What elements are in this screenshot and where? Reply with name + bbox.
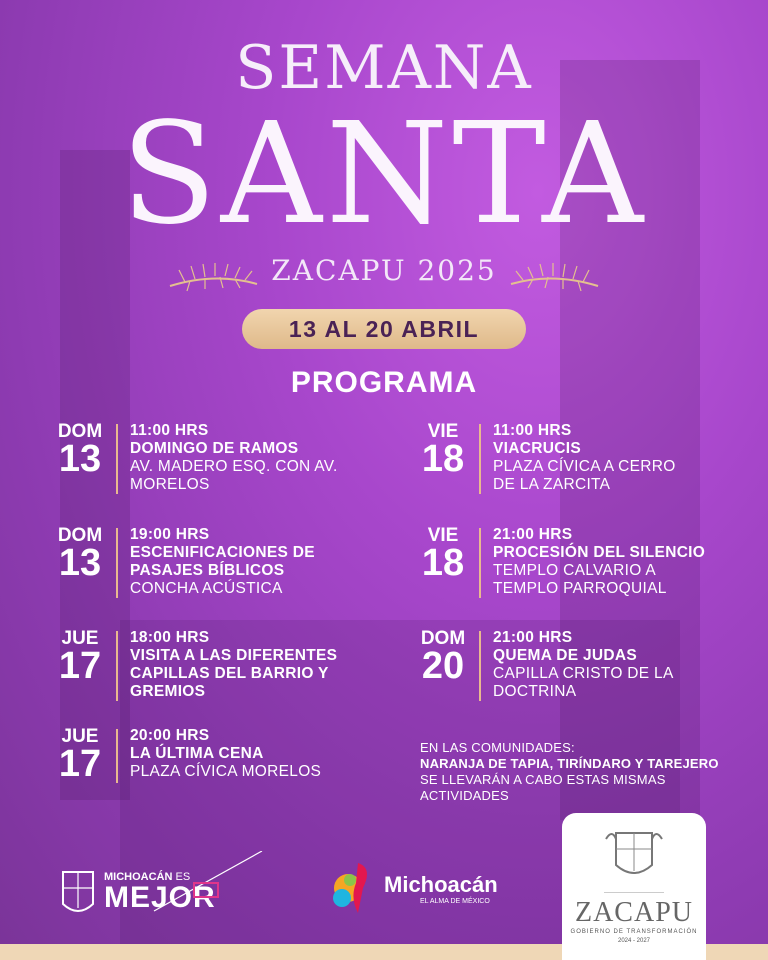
event-weekday: DOM bbox=[57, 525, 103, 546]
divider bbox=[479, 631, 481, 701]
event-weekday: VIE bbox=[427, 421, 459, 442]
event-day: 18 bbox=[421, 542, 465, 584]
event-title: DOMINGO DE RAMOS bbox=[130, 440, 299, 457]
event-place: CONCHA ACÚSTICA bbox=[130, 580, 283, 597]
event-title: PROCESIÓN DEL SILENCIO bbox=[493, 544, 706, 561]
note-rest: SE LLEVARÁN A CABO ESTAS MISMAS ACTIVIDADES bbox=[420, 772, 666, 803]
event-time: 11:00 HRS bbox=[493, 422, 572, 439]
divider bbox=[116, 528, 118, 598]
subtitle: ZACAPU 2025 bbox=[271, 254, 497, 287]
michoacan-es-mejor-logo bbox=[60, 866, 216, 918]
event-title: LA ÚLTIMA CENA bbox=[130, 745, 264, 762]
logo-zacapu-tag: GOBIERNO DE TRANSFORMACIÓN bbox=[570, 929, 698, 935]
event-day: 17 bbox=[58, 645, 102, 687]
communities-note bbox=[420, 740, 720, 804]
divider bbox=[116, 729, 118, 783]
event-weekday: JUE bbox=[61, 628, 99, 649]
event-weekday: DOM bbox=[57, 421, 103, 442]
event-title: QUEMA DE JUDAS bbox=[493, 647, 638, 664]
event-time: 19:00 HRS bbox=[130, 526, 210, 543]
divider bbox=[116, 424, 118, 494]
event-weekday: VIE bbox=[427, 525, 459, 546]
event-day: 20 bbox=[421, 645, 465, 687]
event-title: VIACRUCIS bbox=[493, 440, 581, 457]
event-weekday: DOM bbox=[420, 628, 466, 649]
event-title: ESCENIFICACIONES DE PASAJES BÍBLICOS bbox=[130, 544, 315, 579]
event-time: 20:00 HRS bbox=[130, 727, 210, 744]
divider bbox=[479, 528, 481, 598]
logo-es: ES bbox=[175, 871, 191, 883]
event-day: 13 bbox=[58, 438, 102, 480]
logo-michoacan: MICHOACÁN bbox=[104, 871, 173, 883]
event-item bbox=[52, 526, 340, 598]
event-item bbox=[52, 629, 345, 701]
michoacan-alma-logo bbox=[328, 858, 498, 918]
zacapu-logo-card bbox=[562, 813, 706, 960]
michoacan-shield-icon bbox=[60, 866, 96, 918]
divider bbox=[116, 631, 118, 701]
event-place: PLAZA CÍVICA A CERRO DE LA ZARCITA bbox=[493, 458, 676, 493]
event-item bbox=[52, 422, 345, 494]
event-day: 13 bbox=[58, 542, 102, 584]
event-day: 18 bbox=[421, 438, 465, 480]
event-place: CAPILLA CRISTO DE LA DOCTRINA bbox=[493, 665, 673, 700]
event-item bbox=[52, 727, 345, 783]
event-time: 21:00 HRS bbox=[493, 629, 573, 646]
date-range-badge: 13 AL 20 ABRIL bbox=[242, 309, 526, 349]
logo-zacapu-years: 2024 - 2027 bbox=[617, 938, 651, 944]
palm-leaf-right-icon bbox=[508, 254, 603, 294]
logo-zacapu: ZACAPU bbox=[574, 897, 693, 928]
section-title: PROGRAMA bbox=[290, 366, 478, 399]
event-item bbox=[415, 422, 698, 494]
divider bbox=[479, 424, 481, 494]
event-title: VISITA A LAS DIFERENTES CAPILLAS DEL BARRIO Y GREMIOS bbox=[130, 647, 338, 700]
event-time: 11:00 HRS bbox=[130, 422, 209, 439]
michoacan-butterfly-icon bbox=[328, 858, 378, 918]
note-communities: NARANJA DE TAPIA, TIRÍNDARO Y TAREJERO bbox=[420, 756, 719, 771]
cable-car-icon bbox=[144, 851, 264, 921]
logo-michoacan-brand: Michoacán bbox=[384, 871, 498, 897]
logo-mejor: MEJOR bbox=[104, 881, 216, 914]
event-time: 18:00 HRS bbox=[130, 629, 210, 646]
title-santa: SANTA bbox=[120, 93, 648, 256]
event-place: TEMPLO CALVARIO A TEMPLO PARROQUIAL bbox=[493, 562, 667, 597]
note-intro: EN LAS COMUNIDADES: bbox=[420, 740, 575, 755]
event-place: AV. MADERO ESQ. CON AV. MORELOS bbox=[130, 458, 338, 493]
zacapu-coat-of-arms-icon bbox=[602, 825, 666, 883]
event-time: 21:00 HRS bbox=[493, 526, 573, 543]
title-semana: SEMANA bbox=[235, 33, 533, 103]
event-item bbox=[415, 629, 698, 701]
event-place: PLAZA CÍVICA MORELOS bbox=[130, 763, 322, 780]
event-day: 17 bbox=[58, 743, 102, 785]
event-item bbox=[415, 526, 718, 598]
logo-michoacan-tag: EL ALMA DE MÉXICO bbox=[420, 897, 490, 905]
event-weekday: JUE bbox=[61, 726, 99, 747]
